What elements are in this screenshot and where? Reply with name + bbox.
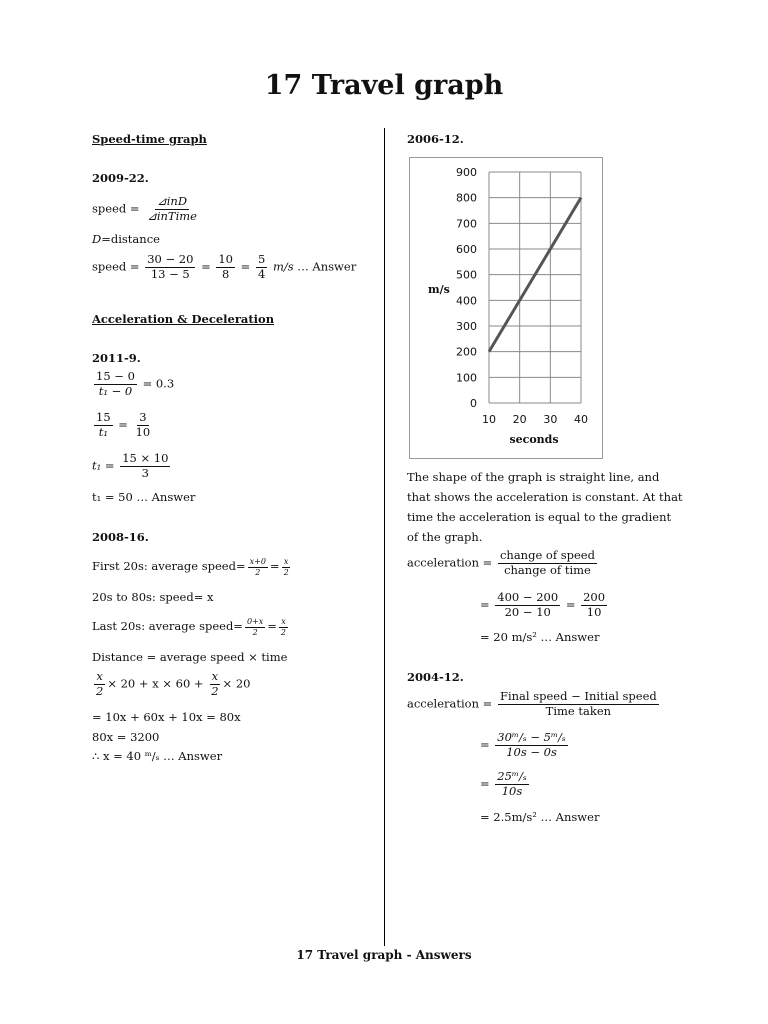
q2-frac2 [94,411,113,440]
chart-y-ticks [456,166,477,410]
q5-line3 [480,770,531,799]
y-tick-label-200: 200 [456,345,477,359]
q4-l2-frac1 [495,591,560,620]
q3-line4: Distance = average speed × time [92,650,288,664]
q2-line2 [92,411,154,440]
q1-frac4-den: 4 [257,266,266,281]
q2-l3-den: 3 [141,465,149,480]
q3-l3-frac2 [279,617,288,637]
q5-l2-num: 30ᵐ/ₛ − 5ᵐ/ₛ [497,730,566,744]
q5-l3-num: 25ᵐ/ₛ [497,769,527,783]
q3-line1 [92,557,293,577]
q4-para-line2: that shows the acceleration is constant. At that [407,490,683,504]
q3-l5-n1: x [96,669,103,683]
chart-grid [489,172,581,403]
q4-acc-prefix: acceleration = [407,555,493,570]
q3-l1-frac2 [282,557,291,577]
y-tick-label-500: 500 [456,268,477,282]
q5-line2 [480,731,570,760]
question-label-2004-12: 2004-12. [407,670,464,684]
q2-answer: t₁ = 50 … Answer [92,490,196,504]
q3-l3-n2: x [281,617,286,626]
q5-l2-frac [495,731,568,760]
q4-para-line3: time the acceleration is equal to the gradient [407,510,672,524]
y-tick-label-100: 100 [456,371,477,385]
y-tick-label-800: 800 [456,191,477,205]
q5-l2-eq: = [480,737,490,752]
q1-eq: = [201,259,211,274]
q2-l2-num: 15 [96,410,111,424]
q1-distance-definition [92,233,160,246]
section-heading-speed-time: Speed-time graph [92,132,207,146]
question-label-2008-16: 2008-16. [92,530,149,544]
page-footer: 17 Travel graph - Answers [296,948,472,962]
q1-frac3-den: 8 [222,266,230,281]
q3-l3-prefix: Last 20s: average speed= [92,619,243,634]
q5-acc-prefix: acceleration = [407,696,493,711]
q1-speed-prefix: speed = [92,201,140,216]
q3-line6: = 10x + 60x + 10x = 80x [92,710,241,724]
q4-l2-eq2: = [565,597,576,612]
q3-line3 [92,617,290,637]
q1-frac4-num: 5 [257,252,266,266]
q4-l2-eq: = [480,597,490,612]
q2-line3 [92,452,172,481]
q4-l2-n1: 400 − 200 [497,590,559,604]
question-label-2011-9: 2011-9. [92,351,141,365]
q3-l5-mid: × 20 + x × 60 + [107,676,204,691]
q1-frac2-num: 30 − 20 [147,252,194,266]
q1-frac-5-4 [256,253,267,282]
q3-l3-d2: 2 [280,627,286,637]
chart-x-ticks [482,413,588,426]
q4-para-line1: The shape of the graph is straight line, and [407,470,660,484]
q1-unit: m/s [272,259,294,274]
q3-line5 [92,670,250,699]
q5-l3-eq: = [480,776,490,791]
question-label-2009-22: 2009-22. [92,171,149,185]
q4-acc-num: change of speed [499,548,595,562]
q1-delta-fraction [145,195,199,224]
q2-frac1 [94,370,137,399]
q5-acc-den: Time taken [545,703,612,718]
q3-l5-d2: 2 [211,683,219,698]
q5-acc-fraction [498,690,659,719]
q2-l3-lhs: t₁ = [92,458,115,473]
q3-l5-n2: x [211,669,219,683]
x-tick-label-20: 20 [512,413,527,426]
q3-l5-frac1 [94,670,105,699]
x-tick-label-30: 30 [543,413,558,426]
q4-l2-d1: 20 − 10 [504,604,551,619]
q3-l1-d2: 2 [283,567,289,577]
q4-acceleration-formula [407,549,599,578]
x-tick-label-10: 10 [482,413,496,426]
question-label-2006-12: 2006-12. [407,132,464,146]
column-divider [384,128,385,946]
q5-acceleration-formula [407,690,661,719]
q2-l1-rhs: = 0.3 [142,376,175,391]
chart-svg [410,158,602,458]
q4-line2 [480,591,609,620]
q4-acc-den: change of time [504,562,591,577]
y-tick-label-0: 0 [470,397,477,410]
q2-l2-rden: 10 [135,424,151,439]
q2-l3-num: 15 × 10 [122,451,169,465]
q3-l1-prefix: First 20s: average speed= [92,559,246,574]
q1-calc-prefix: speed = [92,259,140,274]
y-tick-label-400: 400 [456,294,477,308]
y-tick-label-900: 900 [456,166,477,179]
q4-l2-frac2 [581,591,607,620]
q3-l3-n1: 0+x [246,617,264,626]
q4-acc-fraction [498,549,597,578]
q3-l5-d1: 2 [96,683,104,698]
page-title: 17 Travel graph [264,70,504,101]
q2-frac4 [120,452,170,481]
q3-l1-n1: x+0 [249,557,266,566]
q3-l3-d1: 2 [252,627,258,637]
q2-l2-rnum: 3 [139,410,147,424]
q1-delta-den: ⊿inTime [147,208,197,223]
q1-d-var: D [92,232,102,246]
y-tick-label-700: 700 [456,217,477,231]
section-heading-acceleration: Acceleration & Deceleration [92,312,275,326]
q5-l3-den: 10s [501,783,523,798]
y-tick-label-600: 600 [456,243,477,256]
q5-l2-den: 10s − 0s [506,744,557,759]
q1-answer: … Answer [297,259,357,274]
q3-l5-frac2 [209,670,220,699]
q2-l2-eq: = [118,417,128,432]
q3-l3-frac1 [245,617,265,637]
q4-para-line4: of the graph. [407,530,483,544]
q5-acc-num: Final speed − Initial speed [499,689,657,703]
q3-answer: ∴ x = 40 ᵐ/ₛ … Answer [92,749,223,763]
q2-frac3 [134,411,153,440]
q4-l2-d2: 10 [586,604,602,619]
q2-l1-den: t₁ − 0 [98,383,133,398]
q3-l1-frac1 [248,557,268,577]
q1-frac2-den: 13 − 5 [150,266,190,281]
q2-l1-num: 15 − 0 [96,369,135,383]
q3-l3-eq: = [267,619,277,634]
q1-delta-num: ⊿inD [157,194,188,208]
q5-answer: = 2.5m/s² … Answer [480,810,600,824]
q2-l2-den: t₁ [98,424,108,439]
q3-l5-end: × 20 [222,676,251,691]
q1-frac-30-20 [145,253,195,282]
q4-l2-n2: 200 [583,590,606,604]
x-tick-label-40: 40 [574,413,588,426]
q3-l1-eq: = [269,559,280,574]
speed-time-chart [409,157,603,459]
q1-frac-10-8 [216,253,235,282]
q3-line7: 80x = 3200 [92,730,160,744]
q4-answer: = 20 m/s² … Answer [480,630,600,644]
q1-d-def: =distance [101,232,160,246]
y-tick-label-300: 300 [456,320,477,333]
q3-l1-d1: 2 [255,567,261,577]
q5-l3-frac [495,770,528,799]
q2-line1 [92,370,174,399]
q3-line2: 20s to 80s: speed= x [92,590,214,604]
chart-x-axis-label: seconds [509,433,559,446]
q1-eq2: = [240,259,251,274]
q1-speed-calculation [92,253,356,282]
q3-l1-n2: x [283,557,289,566]
q1-speed-formula [92,195,201,224]
q1-frac3-num: 10 [218,252,233,266]
chart-y-axis-label: m/s [428,283,450,296]
